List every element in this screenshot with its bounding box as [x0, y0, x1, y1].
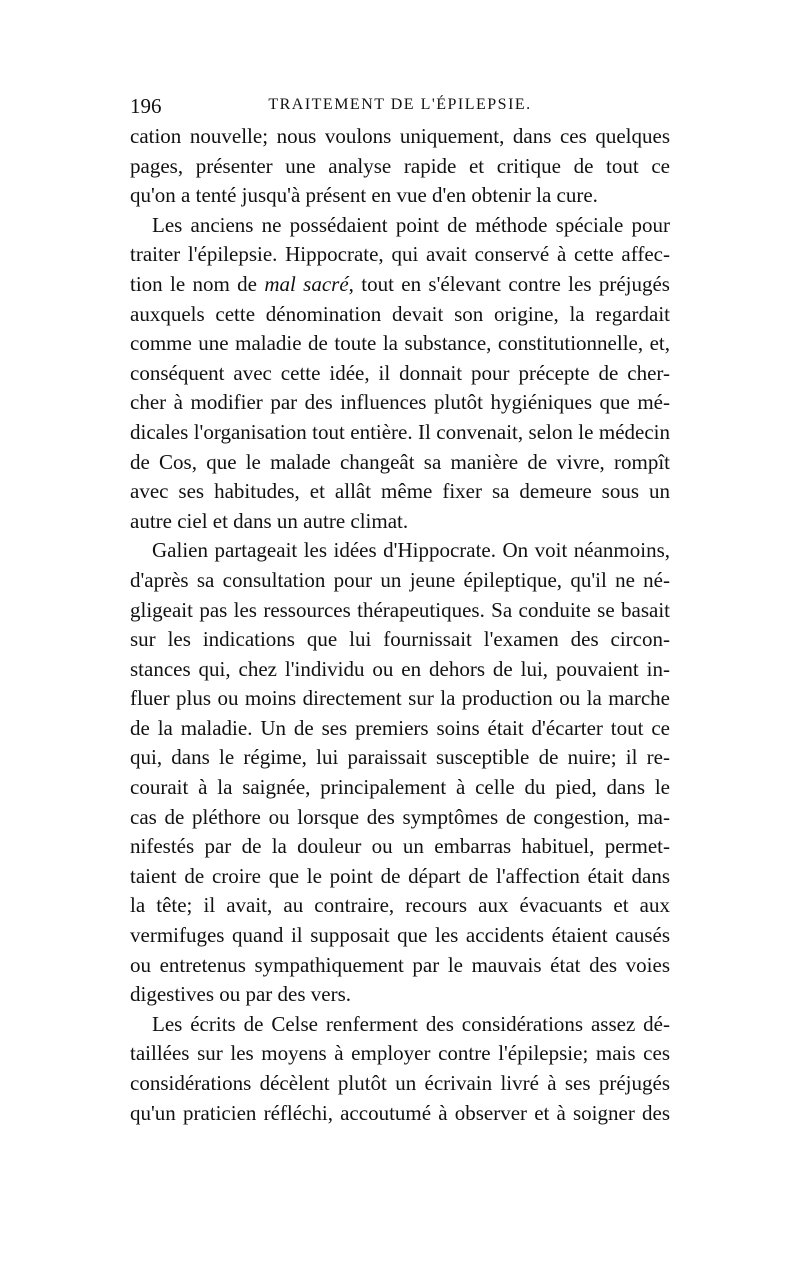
text-line: de Cos, que le malade changeât sa manière de vivre, rompît: [130, 449, 670, 474]
text-line: ou entretenus sympathiquement par le mauvais état des voies: [130, 952, 670, 977]
running-title: TRAITEMENT DE L'ÉPILEPSIE.: [268, 96, 532, 113]
text-line: cher à modifier par des influences plutôt hygiéniques que mé-: [130, 390, 670, 415]
text-line: Les anciens ne possédaient point de méthode spéciale pour: [152, 212, 670, 237]
text-line: traiter l'épilepsie. Hippocrate, qui avait conservé à cette affec-: [130, 242, 670, 267]
text-line: dicales l'organisation tout entière. Il convenait, selon le médecin: [130, 419, 670, 444]
text-line: digestives ou par des vers.: [130, 982, 352, 1007]
text-line: la tête; il avait, au contraire, recours aux évacuants et aux: [130, 893, 670, 918]
text-line: tion le nom de mal sacré, tout en s'élevant contre les préjugés: [130, 271, 670, 296]
page-number: 196: [130, 94, 162, 118]
text-line: qui, dans le régime, lui paraissait susceptible de nuire; il re-: [130, 745, 670, 770]
text-line: stances qui, chez l'individu ou en dehors de lui, pouvaient in-: [130, 656, 670, 681]
text-line: courait à la saignée, principalement à celle du pied, dans le: [130, 775, 670, 800]
italic-term: mal sacré: [264, 271, 349, 296]
paragraph: [130, 211, 670, 537]
text-line: qu'on a tenté jusqu'à présent en vue d'en obtenir la cure.: [130, 183, 598, 208]
text-line: cas de pléthore ou lorsque des symptômes de congestion, ma-: [130, 804, 670, 829]
text-line: autre ciel et dans un autre climat.: [130, 508, 409, 533]
text-line: conséquent avec cette idée, il donnait pour précepte de cher-: [130, 360, 670, 385]
text-line: vermifuges quand il supposait que les accidents étaient causés: [130, 923, 670, 948]
running-head: [130, 92, 670, 122]
text-line: de la maladie. Un de ses premiers soins était d'écarter tout ce: [130, 715, 670, 740]
text-line: d'après sa consultation pour un jeune épileptique, qu'il ne né-: [130, 567, 670, 592]
text-line: taient de croire que le point de départ de l'affection était dans: [130, 863, 670, 888]
paragraph: [130, 536, 670, 1010]
text-line: Les écrits de Celse renferment des considérations assez dé-: [152, 1011, 670, 1036]
paragraph: [130, 122, 670, 211]
text-line: avec ses habitudes, et allât même fixer sa demeure sous un: [130, 479, 670, 504]
text-line: gligeait pas les ressources thérapeutiques. Sa conduite se basait: [130, 597, 670, 622]
text-line: pages, présenter une analyse rapide et critique de tout ce: [130, 153, 670, 178]
text-line: considérations décèlent plutôt un écrivain livré à ses préjugés: [130, 1071, 670, 1095]
text-line: comme une maladie de toute la substance, constitutionnelle, et,: [130, 331, 670, 356]
body-text: [130, 122, 670, 1128]
paragraph: [130, 1010, 670, 1128]
text-line: qu'un praticien réfléchi, accoutumé à observer et à soigner des: [130, 1100, 670, 1125]
text-line: taillées sur les moyens à employer contre l'épilepsie; mais ces: [130, 1041, 670, 1066]
text-line: Galien partageait les idées d'Hippocrate. On voit néanmoins,: [152, 538, 670, 563]
text-line: sur les indications que lui fournissait l'examen des circon-: [130, 627, 670, 652]
text-line: fluer plus ou moins directement sur la production ou la marche: [130, 686, 670, 711]
text-line: nifestés par de la douleur ou un embarras habituel, permet-: [130, 834, 670, 859]
text-line: auxquels cette dénomination devait son origine, la regardait: [130, 301, 670, 326]
book-page: [130, 92, 670, 1128]
text-line: cation nouvelle; nous voulons uniquement, dans ces quelques: [130, 124, 670, 148]
